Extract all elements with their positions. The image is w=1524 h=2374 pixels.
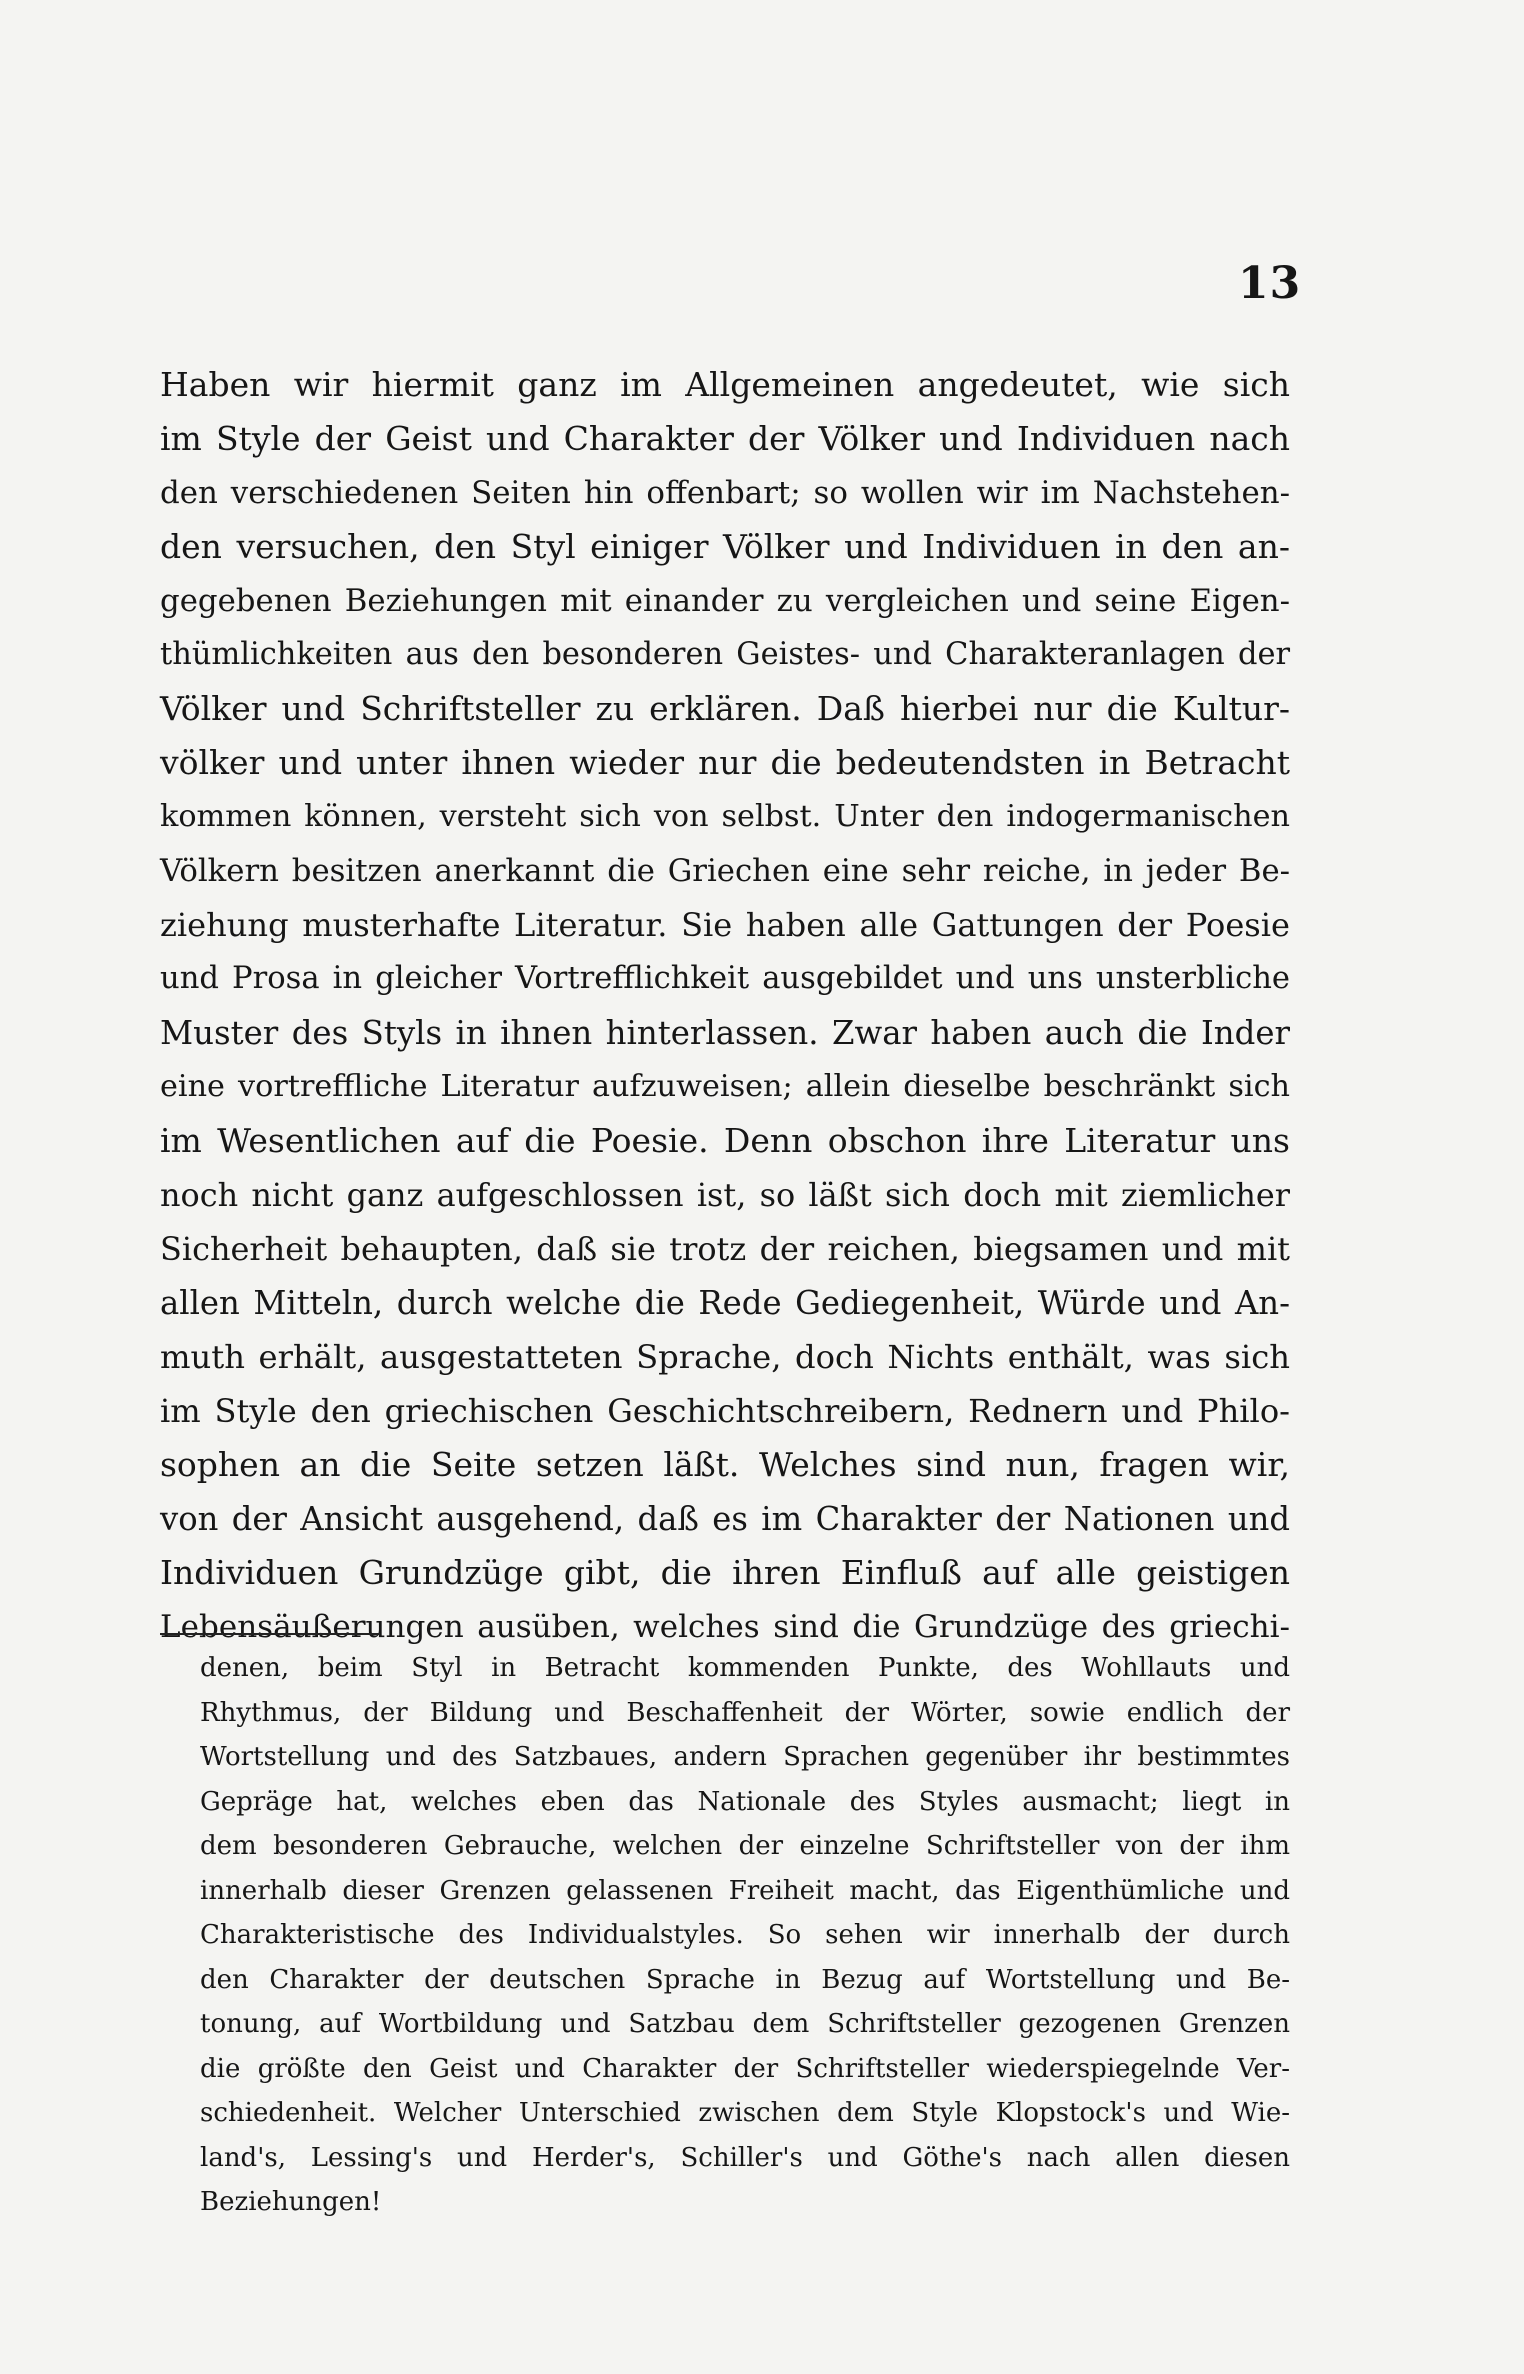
text-line: thümlichkeiten aus den besonderen Geistes- und Charakteranlagen der [160, 637, 1290, 672]
footnote-line: Gepräge hat, welches eben das Nationale des Styles ausmacht; liegt in [200, 1786, 1290, 1817]
text-line: den versuchen, den Styl einiger Völker und Individuen in den an- [160, 527, 1290, 566]
text-line: im Wesentlichen auf die Poesie. Denn obschon ihre Literatur uns [160, 1121, 1290, 1160]
footnote-line: die größte den Geist und Charakter der Schriftsteller wiederspiegelnde Ver- [200, 2053, 1290, 2084]
text-line: von der Ansicht ausgehend, daß es im Charakter der Nationen und [160, 1500, 1290, 1538]
text-line: im Style der Geist und Charakter der Völker und Individuen nach [160, 419, 1290, 458]
text-line: im Style den griechischen Geschichtschreibern, Rednern und Philo- [160, 1392, 1290, 1430]
text-line: kommen können, versteht sich von selbst. Unter den indogermanischen [160, 799, 1290, 834]
footnote-line: innerhalb dieser Grenzen gelassenen Freiheit macht, das Eigenthümliche und [200, 1875, 1290, 1906]
text-line: und Prosa in gleicher Vortrefflichkeit ausgebildet und uns unsterbliche [160, 961, 1290, 996]
footnote-line: tonung, auf Wortbildung und Satzbau dem Schriftsteller gezogenen Grenzen [200, 2009, 1290, 2039]
main-text-block [160, 358, 1290, 1654]
text-line: ziehung musterhafte Literatur. Sie haben alle Gattungen der Poesie [160, 906, 1290, 944]
text-line: gegebenen Beziehungen mit einander zu vergleichen und seine Eigen- [160, 583, 1290, 619]
footnote-line: Charakteristische des Individualstyles. So sehen wir innerhalb der durch [200, 1920, 1290, 1950]
footnote-line: Beziehungen! [200, 2187, 382, 2217]
footnote-rule [160, 1633, 380, 1635]
text-line: allen Mitteln, durch welche die Rede Gediegenheit, Würde und An- [160, 1284, 1290, 1322]
footnote-line: land's, Lessing's und Herder's, Schiller's und Göthe's nach allen diesen [200, 2142, 1290, 2173]
footnote-line: dem besonderen Gebrauche, welchen der einzelne Schriftsteller von der ihm [200, 1831, 1290, 1861]
text-line: noch nicht ganz aufgeschlossen ist, so läßt sich doch mit ziemlicher [160, 1176, 1290, 1214]
footnote-line: schiedenheit. Welcher Unterschied zwischen dem Style Klopstock's und Wie- [200, 2098, 1290, 2128]
footnote-line: denen, beim Styl in Betracht kommenden Punkte, des Wohllauts und [200, 1653, 1290, 1683]
text-line: Sicherheit behaupten, daß sie trotz der reichen, biegsamen und mit [160, 1230, 1290, 1268]
text-line: muth erhält, ausgestatteten Sprache, doch Nichts enthält, was sich [160, 1338, 1290, 1376]
page-number: 13 [1238, 258, 1302, 309]
text-line: Individuen Grundzüge gibt, die ihren Einfluß auf alle geistigen [160, 1553, 1290, 1592]
text-line: Muster des Styls in ihnen hinterlassen. Zwar haben auch die Inder [160, 1014, 1290, 1052]
text-line: Völker und Schriftsteller zu erklären. Daß hierbei nur die Kultur- [160, 689, 1290, 728]
text-line: den verschiedenen Seiten hin offenbart; so wollen wir im Nachstehen- [160, 475, 1290, 511]
text-line: völker und unter ihnen wieder nur die bedeutendsten in Betracht [160, 743, 1290, 782]
text-line: Völkern besitzen anerkannt die Griechen eine sehr reiche, in jeder Be- [160, 853, 1290, 889]
text-line: Haben wir hiermit ganz im Allgemeinen angedeutet, wie sich [160, 365, 1290, 404]
footnote-line: den Charakter der deutschen Sprache in Bezug auf Wortstellung und Be- [200, 1964, 1290, 1995]
text-line: Lebensäußerungen ausüben, welches sind die Grundzüge des griechi- [160, 1609, 1290, 1645]
footnote-line: Wortstellung und des Satzbaues, andern Sprachen gegenüber ihr bestimmtes [200, 1742, 1290, 1772]
footnote-block [200, 1646, 1290, 2225]
text-line: sophen an die Seite setzen läßt. Welches sind nun, fragen wir, [160, 1445, 1290, 1484]
footnote-line: Rhythmus, der Bildung und Beschaffenheit der Wörter, sowie endlich der [200, 1697, 1290, 1728]
text-line: eine vortreffliche Literatur aufzuweisen; allein dieselbe beschränkt sich [160, 1069, 1290, 1104]
